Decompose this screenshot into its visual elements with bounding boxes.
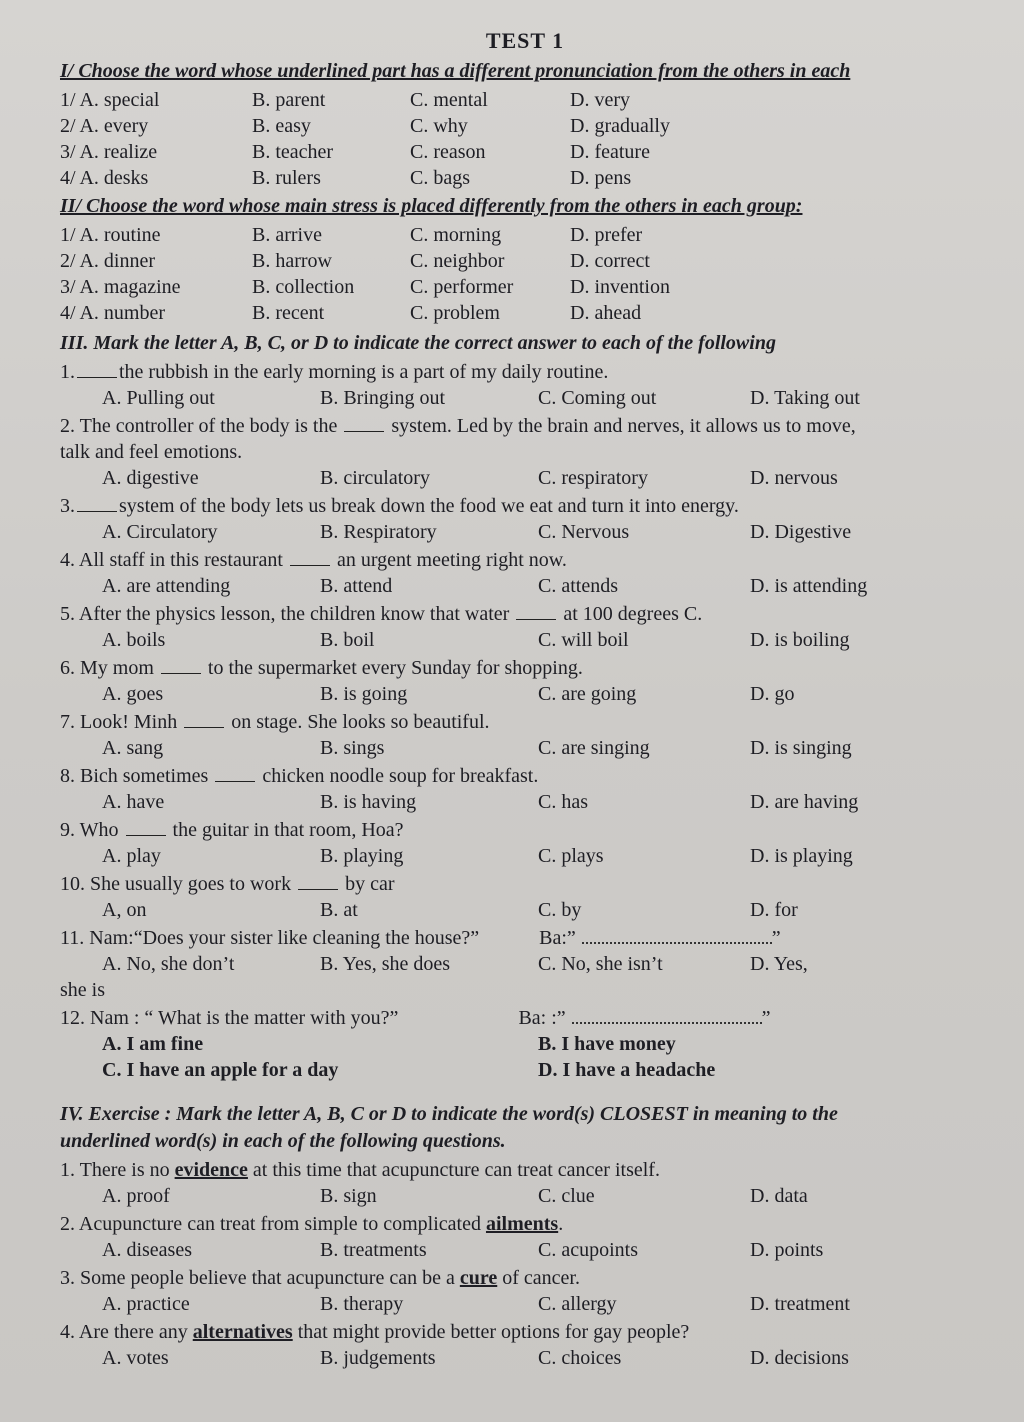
question-text: of cancer. bbox=[502, 1267, 580, 1289]
question-text: 12. Nam : “ What is the matter with you?” bbox=[60, 1007, 399, 1029]
option-d[interactable]: D. is playing bbox=[750, 845, 853, 867]
option-a[interactable]: A. goes bbox=[102, 683, 164, 705]
option: C. why bbox=[410, 115, 468, 137]
option-c[interactable]: C. acupoints bbox=[538, 1239, 638, 1261]
answer-line[interactable] bbox=[582, 941, 772, 944]
underlined-word: cure bbox=[459, 1267, 498, 1289]
answer-blank[interactable] bbox=[298, 888, 338, 890]
option-c[interactable]: C. I have an apple for a day bbox=[102, 1059, 339, 1081]
question-text: 7. Look! Minh bbox=[60, 711, 178, 733]
option-c[interactable]: C. Coming out bbox=[538, 387, 657, 409]
section-1-list bbox=[60, 87, 990, 191]
option: D. ahead bbox=[570, 302, 642, 324]
answer-blank[interactable] bbox=[344, 430, 384, 432]
question-text-line2: talk and feel emotions. bbox=[60, 441, 243, 463]
section-2-list bbox=[60, 222, 990, 326]
question-text: 9. Who bbox=[60, 819, 119, 841]
option-a[interactable]: A. proof bbox=[102, 1185, 170, 1207]
question-11 bbox=[60, 925, 990, 1003]
option-a[interactable]: A. practice bbox=[102, 1293, 190, 1315]
option-b[interactable]: B. I have money bbox=[538, 1033, 676, 1055]
option-b[interactable]: B. playing bbox=[320, 845, 404, 867]
question-text: 4. All staff in this restaurant bbox=[60, 549, 283, 571]
option: B. easy bbox=[252, 115, 311, 137]
option-a[interactable]: A. digestive bbox=[102, 467, 199, 489]
answer-blank[interactable] bbox=[516, 618, 556, 620]
option: B. recent bbox=[252, 302, 325, 324]
option: B. collection bbox=[252, 276, 355, 298]
question-text: the guitar in that room, Hoa? bbox=[172, 819, 404, 841]
answer-blank[interactable] bbox=[184, 726, 224, 728]
option-d-continued: she is bbox=[60, 979, 105, 1001]
answer-blank[interactable] bbox=[215, 780, 255, 782]
section-1-heading: I/ Choose the word whose underlined part has a different pronunciation from the others in each bbox=[60, 60, 851, 82]
option-c[interactable]: C. will boil bbox=[538, 629, 629, 651]
closing-quote: ” bbox=[771, 927, 781, 949]
option: 2/ A. dinner bbox=[60, 250, 155, 272]
question-text: 6. My mom bbox=[60, 657, 154, 679]
option-b[interactable]: B. sign bbox=[320, 1185, 377, 1207]
vocab-question-3 bbox=[60, 1265, 990, 1317]
option-a[interactable]: A. I am fine bbox=[102, 1033, 204, 1055]
option-d[interactable]: D. go bbox=[750, 683, 795, 705]
question-text: 3. Some people believe that acupuncture can be a bbox=[60, 1267, 455, 1289]
question-text: the rubbish in the early morning is a part of my daily routine. bbox=[119, 361, 609, 383]
underlined-word: alternatives bbox=[192, 1321, 293, 1343]
question-text: 1. There is no bbox=[60, 1159, 170, 1181]
section-4-heading-line1: IV. Exercise : Mark the letter A, B, C or D to indicate the word(s) CLOSEST in meaning to the bbox=[60, 1103, 838, 1125]
option-d[interactable]: D. are having bbox=[750, 791, 859, 813]
option-b[interactable]: B. is going bbox=[320, 683, 408, 705]
question-text: chicken noodle soup for breakfast. bbox=[262, 765, 539, 787]
section-1-row bbox=[60, 165, 990, 191]
option: B. arrive bbox=[252, 224, 322, 246]
option-c[interactable]: C. by bbox=[538, 899, 582, 921]
option-d[interactable]: D. nervous bbox=[750, 467, 838, 489]
question-text: 11. Nam:“Does your sister like cleaning the house?” bbox=[60, 927, 480, 949]
section-1-row bbox=[60, 113, 990, 139]
section-4-heading-line2: underlined word(s) in each of the following questions. bbox=[60, 1130, 506, 1152]
question-text: at 100 degrees C. bbox=[563, 603, 703, 625]
option-d[interactable]: D. decisions bbox=[750, 1347, 849, 1369]
answer-blank[interactable] bbox=[290, 564, 330, 566]
option-c[interactable]: C. attends bbox=[538, 575, 618, 597]
option-d[interactable]: D. points bbox=[750, 1239, 824, 1261]
answer-line[interactable] bbox=[572, 1021, 762, 1024]
answer-blank[interactable] bbox=[126, 834, 166, 836]
section-2-row bbox=[60, 274, 990, 300]
option-b[interactable]: B. attend bbox=[320, 575, 393, 597]
option-a[interactable]: A. are attending bbox=[102, 575, 231, 597]
option: 1/ A. special bbox=[60, 89, 160, 111]
option: D. very bbox=[570, 89, 630, 111]
option-b[interactable]: B. judgements bbox=[320, 1347, 436, 1369]
option-b[interactable]: B. sings bbox=[320, 737, 385, 759]
option: 1/ A. routine bbox=[60, 224, 161, 246]
option-b[interactable]: B. therapy bbox=[320, 1293, 404, 1315]
question-text: 2. The controller of the body is the bbox=[60, 415, 338, 437]
answer-blank[interactable] bbox=[161, 672, 201, 674]
option: C. reason bbox=[410, 141, 486, 163]
option: 3/ A. magazine bbox=[60, 276, 181, 298]
option-d[interactable]: D. for bbox=[750, 899, 798, 921]
question-text: . bbox=[558, 1213, 564, 1235]
option-d[interactable]: D. I have a headache bbox=[538, 1059, 716, 1081]
option: 2/ A. every bbox=[60, 115, 149, 137]
question-1 bbox=[60, 359, 990, 411]
section-2-row bbox=[60, 300, 990, 326]
question-text: to the supermarket every Sunday for shopping. bbox=[207, 657, 583, 679]
answer-blank[interactable] bbox=[77, 376, 117, 378]
option-a[interactable]: A. boils bbox=[102, 629, 166, 651]
option: 4/ A. desks bbox=[60, 167, 149, 189]
question-text: an urgent meeting right now. bbox=[336, 549, 567, 571]
option-d[interactable]: D. treatment bbox=[750, 1293, 850, 1315]
question-number: 1. bbox=[60, 361, 75, 383]
reply-label: Ba:” bbox=[539, 927, 576, 949]
question-9 bbox=[60, 817, 990, 869]
option-a[interactable]: A. have bbox=[102, 791, 165, 813]
option-a[interactable]: A. Circulatory bbox=[102, 521, 218, 543]
option-a[interactable]: A. diseases bbox=[102, 1239, 192, 1261]
option-b[interactable]: B. Respiratory bbox=[320, 521, 437, 543]
option-c[interactable]: C. respiratory bbox=[538, 467, 648, 489]
option-d[interactable]: D. Digestive bbox=[750, 521, 852, 543]
option-d[interactable]: D. data bbox=[750, 1185, 808, 1207]
option: D. invention bbox=[570, 276, 670, 298]
reply-label: Ba: :” bbox=[518, 1007, 566, 1029]
section-2-row bbox=[60, 222, 990, 248]
question-text: system. Led by the brain and nerves, it allows us to move, bbox=[391, 415, 856, 437]
option-b[interactable]: B. treatments bbox=[320, 1239, 427, 1261]
option-d[interactable]: D. is boiling bbox=[750, 629, 850, 651]
option-c[interactable]: C. plays bbox=[538, 845, 604, 867]
option: C. mental bbox=[410, 89, 488, 111]
option: B. harrow bbox=[252, 250, 332, 272]
option-a[interactable]: A. Pulling out bbox=[102, 387, 215, 409]
option: C. neighbor bbox=[410, 250, 505, 272]
option-b[interactable]: B. at bbox=[320, 899, 358, 921]
question-8 bbox=[60, 763, 990, 815]
option: B. parent bbox=[252, 89, 326, 111]
section-1-row bbox=[60, 139, 990, 165]
option-c[interactable]: C. No, she isn’t bbox=[538, 953, 663, 975]
option: B. teacher bbox=[252, 141, 334, 163]
question-3 bbox=[60, 493, 990, 545]
option: D. feature bbox=[570, 141, 650, 163]
worksheet-content bbox=[60, 28, 990, 1371]
option: C. problem bbox=[410, 302, 500, 324]
section-1-row bbox=[60, 87, 990, 113]
option: D. correct bbox=[570, 250, 650, 272]
test-title: TEST 1 bbox=[485, 28, 565, 53]
option-d[interactable]: D. Yes, bbox=[750, 953, 808, 975]
option: C. morning bbox=[410, 224, 502, 246]
question-text: 8. Bich sometimes bbox=[60, 765, 209, 787]
option: C. performer bbox=[410, 276, 514, 298]
question-number: 3. bbox=[60, 495, 75, 517]
option-d[interactable]: D. is singing bbox=[750, 737, 852, 759]
section-3-heading: III. Mark the letter A, B, C, or D to indicate the correct answer to each of the following bbox=[60, 332, 776, 354]
question-6 bbox=[60, 655, 990, 707]
question-text: 5. After the physics lesson, the children know that water bbox=[60, 603, 510, 625]
vocab-question-4 bbox=[60, 1319, 990, 1371]
option-c[interactable]: C. clue bbox=[538, 1185, 595, 1207]
option: 3/ A. realize bbox=[60, 141, 158, 163]
option-c[interactable]: C. are singing bbox=[538, 737, 650, 759]
closing-quote: ” bbox=[761, 1007, 771, 1029]
option: D. pens bbox=[570, 167, 632, 189]
option-a[interactable]: A. play bbox=[102, 845, 161, 867]
option-c[interactable]: C. choices bbox=[538, 1347, 622, 1369]
section-2-row bbox=[60, 248, 990, 274]
question-text: by car bbox=[345, 873, 395, 895]
question-text: 10. She usually goes to work bbox=[60, 873, 292, 895]
option-c[interactable]: C. allergy bbox=[538, 1293, 617, 1315]
option-a[interactable]: A, on bbox=[102, 899, 147, 921]
option-c[interactable]: C. are going bbox=[538, 683, 637, 705]
option: C. bags bbox=[410, 167, 470, 189]
option-a[interactable]: A. votes bbox=[102, 1347, 169, 1369]
question-4 bbox=[60, 547, 990, 599]
underlined-word: evidence bbox=[174, 1159, 248, 1181]
option-a[interactable]: A. No, she don’t bbox=[102, 953, 235, 975]
question-12 bbox=[60, 1005, 990, 1083]
option: D. prefer bbox=[570, 224, 643, 246]
question-7 bbox=[60, 709, 990, 761]
option-d[interactable]: D. is attending bbox=[750, 575, 868, 597]
vocab-question-1 bbox=[60, 1157, 990, 1209]
question-5 bbox=[60, 601, 990, 653]
question-10 bbox=[60, 871, 990, 923]
option-b[interactable]: B. Bringing out bbox=[320, 387, 446, 409]
question-2 bbox=[60, 413, 990, 491]
question-text: on stage. She looks so beautiful. bbox=[231, 711, 490, 733]
answer-blank[interactable] bbox=[77, 510, 117, 512]
option-b[interactable]: B. Yes, she does bbox=[320, 953, 451, 975]
option-a[interactable]: A. sang bbox=[102, 737, 164, 759]
question-text: that might provide better options for gay people? bbox=[297, 1321, 690, 1343]
underlined-word: ailments bbox=[485, 1213, 559, 1235]
question-text: 4. Are there any bbox=[60, 1321, 188, 1343]
option-d[interactable]: D. Taking out bbox=[750, 387, 860, 409]
question-text: system of the body lets us break down the food we eat and turn it into energy. bbox=[119, 495, 739, 517]
option: B. rulers bbox=[252, 167, 321, 189]
option-b[interactable]: B. circulatory bbox=[320, 467, 430, 489]
question-text: 2. Acupuncture can treat from simple to complicated bbox=[60, 1213, 481, 1235]
option-b[interactable]: B. is having bbox=[320, 791, 417, 813]
section-2-heading: II/ Choose the word whose main stress is placed differently from the others in each group: bbox=[60, 195, 803, 217]
vocab-question-2 bbox=[60, 1211, 990, 1263]
option-b[interactable]: B. boil bbox=[320, 629, 375, 651]
option-c[interactable]: C. has bbox=[538, 791, 588, 813]
option: 4/ A. number bbox=[60, 302, 165, 324]
option: D. gradually bbox=[570, 115, 670, 137]
option-c[interactable]: C. Nervous bbox=[538, 521, 630, 543]
question-text: at this time that acupuncture can treat cancer itself. bbox=[252, 1159, 660, 1181]
